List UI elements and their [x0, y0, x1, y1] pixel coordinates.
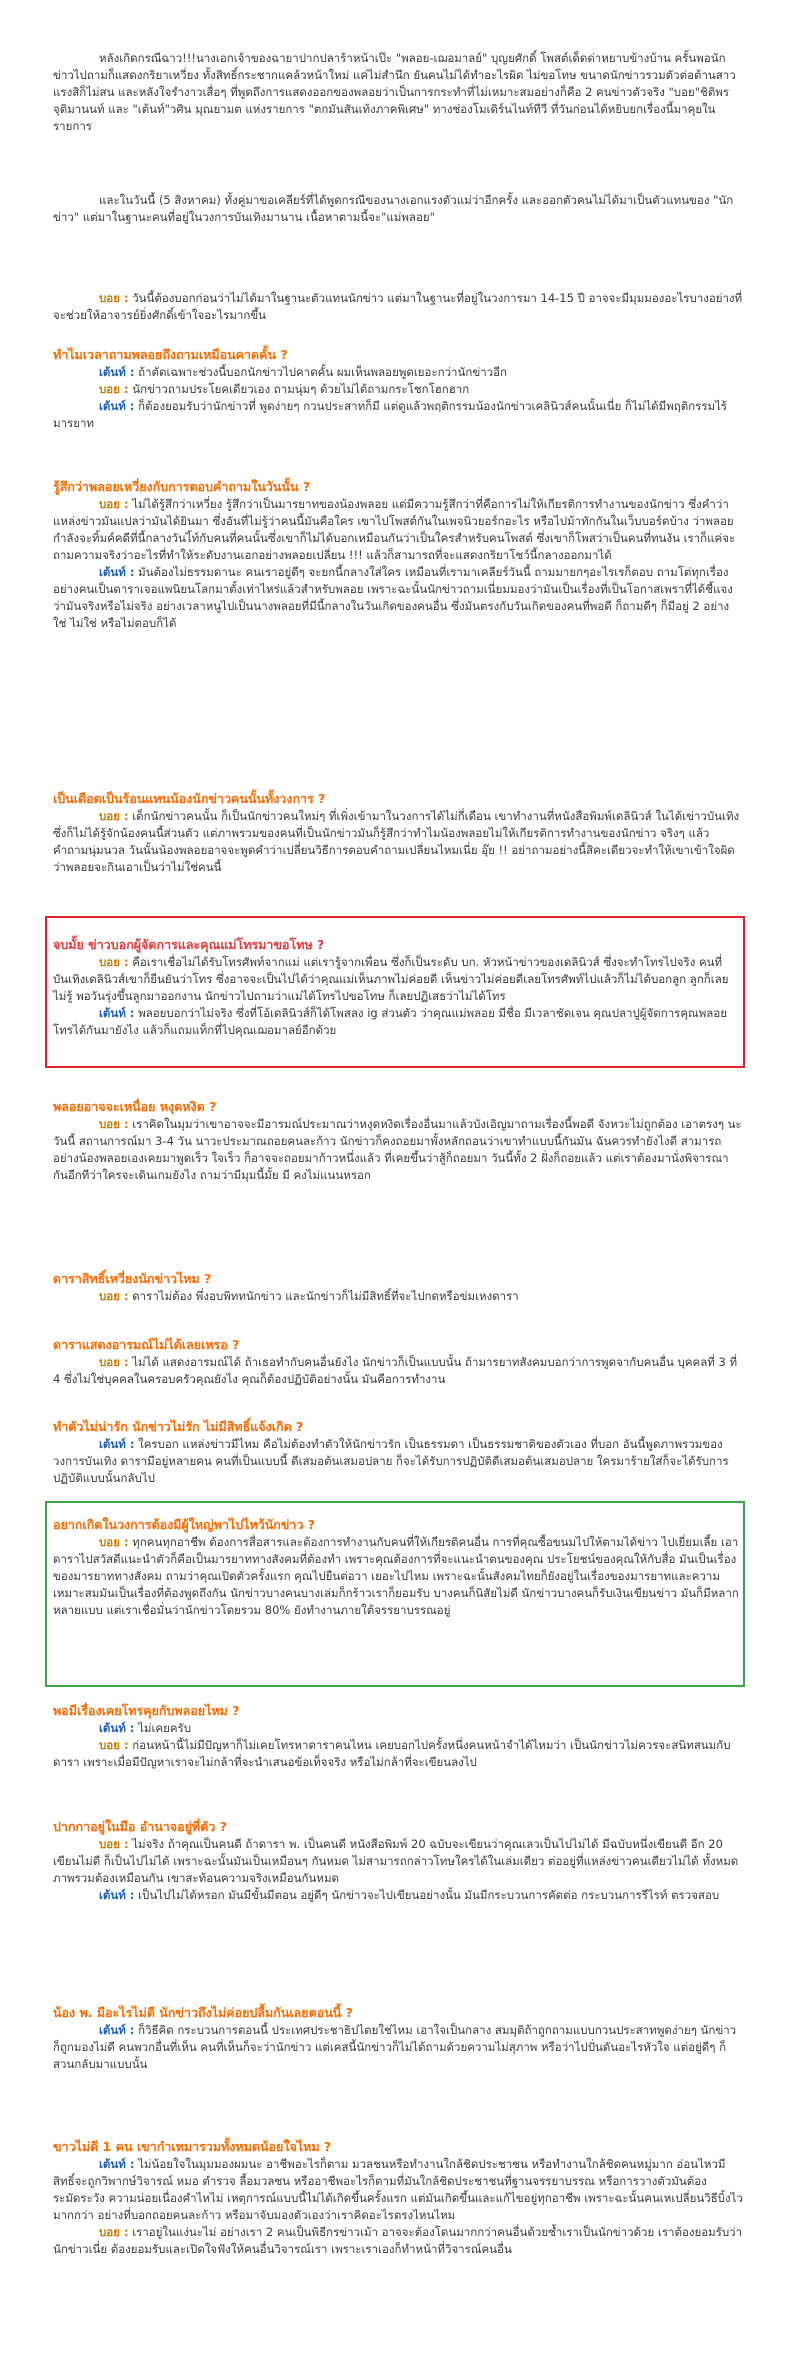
- intro-paragraph-2: และในวันนี้ (5 สิงหาคม) ทั้งคู่มาขอเคลียร์ที่ได้พูดกรณีของนางเอกแรงตัวแม่ว่าอีกครั้ง และออกตัวคนไม่ได้มาเป็นตัวแทนของ "นักข่าว" แต่มาในฐานะคนที่อยู่ในวงการบันเทิงมานาน เนื้อหาตามนี้จะ"แม่พลอย": [53, 193, 734, 224]
- answer-line: บอย : ทุกคนทุกอาชีพ ต้องการสื่อสารและต้องการทำงานกับคนที่ให้เกียรติคนอื่น การที่คุณซื้อขนมไปให้ตามได้ข่าว ไปเยี่ยมเลี้ย เอาดาราไปสวัสดีแนะนำตัวก็คือเป็นมารยาททางสังคมที่ต้องทำ เพราะคุณต้องการที่จะแนะนำตนของคุณ ประโยชน์ของคุณให้กับสื่อ มันเป็นเรื่องของมารยาททางสังคม ถามว่าคุณเปิดตัวครั้งแรก คุณไปยืนต่อวา เยอะไปไหม เพราะฉะนั้นสังคมไทยก็ยังอยู่ในเรื่องของมารยาทและความเหมาะสมมันเป็นเรื่องที่ต้องพูดถึงกัน นักข่าวบางคนบางเล่มก็กร้าวเราก็ยอมรับ บางคนก็นิสัยไม่ดี นักข่าวบางคนก็รับเงินเขียนข่าว มันก็มีหลากหลายแบบ แต่เราเชื่อมั่นว่านักข่าวโดยรวม 80% ยังทำงานภายใต้จรรยาบรรณอยู่: [53, 1535, 739, 1617]
- question-heading: รู้สึกว่าพลอยเหวี่ยงกับการตอบคำถามในวันนั้น ?: [53, 479, 311, 494]
- answer-line: เต้นท์ : มันต้องไม่ธรรมดานะ คนเราอยู่ดีๆ จะยกนี้กลางใส่ใคร เหมือนที่เรามาเคลียร์วันนี้ ถามมายกๆอะไรเรก็ตอบ ถามโต่ทุกเรื่อง อย่างคนเป็นดาราเจอแพนิยนโลกมาตั้งเท่าไหร่แล้วสำหรับพลอย เพราะฉะนั้นนักข่าวถามเนี่ยมมองว่ามันเป็นเรื่องที่เป็นโอกาสเพราที่ได้ชี้แจงว่ามันจริงหรือไม่จริง อย่างเวลาหนูไปเป็นนางพลอยที่มีนี้กลางในวันเกิดของคนอื่น ซึ่งมันตรงกับวันเกิดของคนที่พอดี ก็ถามดีๆ ก็มีอยู่ 2 อย่าง ใช่ ไม่ใช่ หรือไม่ตอบก็ได้: [53, 565, 733, 630]
- question-heading: ดาราสิทธิ์เหวี่ยงนักข่าวไหม ?: [53, 1271, 212, 1286]
- answer-line: บอย : ก่อนหน้านี้ไม่มีปัญหาก็ไม่เคยโทรหาดาราคนไหน เคยบอกไปครั้งหนึ่งคนหน้าจำได้ไหมว่า เป็นนักข่าวไม่ควรจะสนิทสนมกับดารา เพราะเมื่อมีปัญหาเราจะไม่กล้าที่จะนำเสนอข้อเท็จจริง หรือไม่กล้าที่จะเขียนลงไป: [53, 1738, 731, 1769]
- answer-line: บอย : ไม่จริง ถ้าคุณเป็นคนดี ถ้าดารา พ. เป็นคนดี หนังสือพิมพ์ 20 ฉบับจะเขียนว่าคุณเลวเป็นไปไม่ได้ มีฉบับหนึ่งเขียนดี อีก 20 เขียนไม่ดี ก็เป็นไปไม่ได้ เพราะฉะนั้นมันเป็นเหมือนๆ กันหมด ไม่สามารถกล่าวโทษใครได้ในเล่มเดียว ต่ออยู่ที่แหล่งข่าวคนเดียวไม่ได้ ทั้งหมดภาพรวมต้องเหมือนกัน เขาสะท้อนความจริงเหมือนกันหมด: [53, 1837, 739, 1885]
- qa-section-10: [53, 1702, 743, 1771]
- intro-paragraph-1: หลังเกิดกรณีฉาว!!!นางเอกเจ้าของฉายาปากปลาร้าหน้าเป๊ะ "พลอย-เฌอมาลย์" บุญยศักดิ์ โพสต์เด็ดด่าหยาบข้างบ้าน ครั้นพอนักข่าวไปถามก็แสดงกริยาเหวี่ยง ทั้งสิทธิ์กระชากแคล้วหน้าใหม่ แค่ไม่สำนึก ยันคนไม่ได้ทำอะไรผิด ไม่ขอโทษ ขนาดนักข่าวรวมตัวต่อต้านสาวแรงสิก็ไม่สน และหลังใจรำงาวเสื่อๆ ที่พูดถึงการแสดงออกของพลอยว่าเป็นการกระทำที่ไม่เหมาะสมอย่างก็คือ 2 คนข่าวตัวจริง "บอย"ชิติพร จุติมานนท์ และ "เต้นท์"วศิน มุณยามต แห่งรายการ "ตกมันสันเท้งภาคพิเศษ" ทางช่องโมเดิร์นไนท์ทีวี ที่วันก่อนได้หยิบยกเรื่องนี้มาคุยในรายการ: [53, 51, 736, 133]
- answer-line: บอย : เด็กนักข่าวคนนั้น ก็เป็นนักข่าวคนใหม่ๆ ที่เพิ่งเข้ามาในวงการได้ไม่กี่เดือน เขาทำงานที่หนังสือพิมพ์เดลินิวส์ ในได้เข่าวบันเทิง ซึ่งก็ไม่ได้รู้จักน้องคนนี้ส่วนตัว แต่ภาพรวมของคนที่เป็นนักข่าวมันก็รู้สึกว่าทำไมน้องพลอยไม่ให้เกียรติการทำงานของนักข่าว จริงๆ แล้วคำถามนุ่มนวล วันนั้นน้องพลอยอาจจะพูดคำว่าเปลี่ยนวิธีการตอบคำถามเปลี่ยนไหมเนี่ย อุ๊ย !! อย่าถามอย่างนี้สิคะเดียวจะทำให้เขาเข้าใจผิดว่าพลอยจะกินเอาเป็นว่าไม่ใช่คนนี้: [53, 809, 740, 874]
- qa-section-9: [53, 1516, 743, 1619]
- answer-line: เต้นท์ : ไม่น้อยใจในมุมมองผมนะ อาชีพอะไรก็ตาม มวลชนหรือทำงานใกล้ชิดประชาชน หรือทำงานใกล้ชิดคนหมู่มาก อ่อนไหวมีสิทธิ์จะถูกวิพากษ์วิจารณ์ หมอ ตำรวจ ลี้อมวลชน หรืออาชีพอะไรก็ตามที่มันใกล้ชิดประชาชนที่ฐานจรรยาบรรณ หรือการวางตัวมันต้องระมัดระวัง ความน่อยเนื่องคำไหไม่ เหตุการณ์แบบนี้ไม่ได้เกิดขึ้นครั้งแรก แต่มันเกิดขึ้นและแก้ไขอยู่ทุกอาชีพ เพราะฉะนั้นคนเหเปลี่ยนวิธีบิ้งไวมากกว่า อย่างที่บอกถอยคนละก้าว หรือมาจับมองตัวเองว่าเราคิดอะไรตรงไหนไหม: [53, 2157, 743, 2222]
- answer-line: บอย : วันนี้ต้องบอกก่อนว่าไม่ได้มาในฐานะตัวแทนนักข่าว แต่มาในฐานะที่อยู่ในวงการมา 14-15 ปี อาจจะมีมุมมองอะไรบางอย่างที่จะช่วยให้อาจารย์ยิ่งศักดิ์เข้าใจอะไรมากขึ้น: [53, 291, 743, 322]
- question-heading: จบมั้ย ข่าวบอกผู้จัดการและคุณแม่โทรมาขอโทษ ?: [53, 937, 325, 952]
- question-heading: ขาวไม่ดี 1 คน เขากำเหมารวมทั้งหมดน้อยใจไหม ?: [53, 2139, 332, 2154]
- answer-line: บอย : เราคิดในมุมว่าเขาอาจจะมีอารมณ์ประมาณว่าหงุดหงิดเรื่องอื่นมาแล้วบังเอิญมาถามเรื่องนี้พอดี จังหวะไม่ถูกต้อง เอาตรงๆ นะวันนี้ สถานการณ์มา 3-4 วัน นาวะประมาณถอยคนละก้าว นักข่าวก็คงถอยมาพั้งหลักถอนว่าเขาทำแบบนี้กันมัน ฉันควรทำยังไงดี สามารถอย่างน้องพลอยเองเคยมาพูดเร็ว ใจเร็ว ก็อาจจะถอยมาก้าวหนึ่งแล้ว ที่เคยขึ้นว่าสู้ก็ถอยมา วันนี้ทั้ง 2 ฝั่งก็ถอยแล้ว แต่เราต้องมานั่งพิจารณากันอีกทีว่าใครจะเดินเกมยังไง ถามว่ามีมุมนี้มั้ย มี คงไม่แนนหรอก: [53, 1117, 742, 1182]
- qa-section-13: [53, 2138, 743, 2258]
- qa-section-2: [53, 478, 743, 632]
- question-heading: น้อง พ. มีอะไรไม่ดี นักข่าวถึงไม่ค่อยปลื้มกันเลยตอนนี้ ?: [53, 2005, 353, 2020]
- answer-line: เต้นท์ : ใครบอก แหล่งข่าวมีไหม คือไม่ต้องทำตัวให้นักข่าวรัก เป็นธรรมดา เป็นธรรมชาติของตัวเอง ที่บอก อันนี้พูดภาพรวมของวงการบันเทิง ดารามีอยู่หลายคน คนที่เป็นแบบนี้ ดีเสมอต้นเสมอปลาย ก็จะได้รับการปฏิบัติดีเสมอต้นเสมอปลาย ใครมาร้ายใส่ก็จะได้รับการปฏิบัติแบบนั้นกลับไป: [53, 1437, 729, 1485]
- answer-line: บอย : ไม่ได้ แสดงอารมณ์ได้ ถ้าเธอทำกับคนอื่นยังไง นักข่าวก็เป็นแบบนั้น ถ้ามารยาทสังคมบอกว่าการพูดจากับคนอื่น บุคคลที่ 3 ที่ 4 ซึ่งไม่ใช่บุคคลในครอบครัวคุณยังไง คุณก็ต้องปฏิบัติอย่างนั้น มันคือการทำงาน: [53, 1355, 738, 1386]
- qa-section-12: [53, 2004, 743, 2073]
- qa-section-intro: [53, 290, 743, 324]
- answer-line: บอย : คือเราเชื่อไม่ได้รับโทรศัพท์จากแม่ แต่เรารู้จากเพื่อน ซึ่งก็เป็นระดับ บก. หัวหน้าข่าวของเดลินิวส์ ซึ่งจะทำโทรไปจริง คนที่บันเทิงเดลินิวส์เขาก็ยืนยันว่าโทร ซึ่งอาจจะเป็นไปได้ว่าคุณแม่เห็นภาพไม่ค่อยดี เห็นข่าวไม่ค่อยดีเลยโทรศัพท์ไปแล้วก็ไม่ได้บอกลูก ลูกก็เลยไม่รู้ พอวันรุ่งขึ้นลูกมาออกงาน นักข่าวไปถามว่าแม่ได้โทรไปขอโทษ ก็เลยปฏิเสธว่าไม่ได้โทร: [53, 955, 729, 1003]
- qa-section-7: [53, 1336, 743, 1388]
- answer-line: บอย : เราอยู่ในแง่นะไม่ อย่างเรา 2 คนเป็นพิธีกรข่าวเม้า อาจจะต้องโดนมากกว่าคนอื่นด้วยซ้ำเราเป็นนักข่าวด้วย เราต้องยอมรับว่านักข่าวเนี่ย ต้องยอมรับและเปิดใจฟังให้คนอื่นวิจารณ์เรา เพราะเราเองก็ทำหน้าที่วิจารณ์คนอื่น: [53, 2225, 743, 2256]
- qa-section-5: [53, 1098, 743, 1184]
- question-heading: ปากกาอยู่ในมือ อำนาจอยู่ที่ตัว ?: [53, 1819, 227, 1834]
- question-heading: พลอยอาจจะเหนื่อย หงุดหงิด ?: [53, 1099, 217, 1114]
- question-heading: ดาราแสดงอารมณ์ไม่ได้เลยเหรอ ?: [53, 1337, 240, 1352]
- answer-line: บอย : นักข่าวถามประโยคเดียวเอง ถามนุ่มๆ ด้วยไม่ได้ถามกระโชกโฮกฮาก: [99, 382, 470, 396]
- question-heading: อยากเกิดในวงการต้องมีผู้ใหญ่พาไปไหว้นักข่าว ?: [53, 1517, 316, 1532]
- question-heading: เป็นเดือดเป็นร้อนแทนน้องนักข่าวคนนั้นทั้งวงการ ?: [53, 791, 326, 806]
- question-heading: ทำไมเวลาถามพลอยถึงถามเหมือนคาดคั้น ?: [53, 347, 288, 362]
- qa-section-6: [53, 1270, 743, 1305]
- answer-line: บอย : ดาราไม่ต้อง พึ่งอบพิททนักข่าว และนักข่าวก็ไม่มีสิทธิ์ที่จะไปกดหรือข่มเหงดารา: [99, 1289, 519, 1303]
- answer-line: บอย : ไม่ได้รู้สึกว่าเหวี่ยง รู้สึกว่าเป็นมารยาทของน้องพลอย แต่มีความรู้สึกว่าที่คือการไม่ให้เกียรติการทำงานของนักข่าว ซึ่งคำว่าแหล่งข่าวมันแปลว่ามันได้ยินมา ซึ่งอันที่ไม่รู้ว่าคนนี้มันคือใคร เขาไปโพสต์กันในเพจนิวยอร์กอะไร หรือไปม้าทักกันในเว็บบอร์ดบ้าง ว่าพลอยกำลังจะทิ้มค์คดีที่นี้กลางวันไ้ท์กับคนที่คนนั้นซึ่งเขาก็ไม่ได้บอกเหมือนกันว่าเป็นใครสำหรับคนโพสต์ ซึ่งเขาก็โพสว่าเป็นคนที่ทนงัน เราก็แค่จะถามความจริงว่าอะไรที่ทำให้ระดับงานเอกอย่างพลอยเปลี่ยน !!! แล้วก็สามารถที่จะแสดงกริยาโชว์นี้กลางออกมาได้: [53, 497, 736, 562]
- answer-line: เต้นท์ : เป็นไปไม่ได้หรอก มันมีขั้นมีตอน อยู่ดีๆ นักข่าวจะไปเขียนอย่างนั้น มันมีกระบวนการคัดต่อ กระบวนการรีไรท์ ตรวจสอบ: [99, 1888, 720, 1902]
- qa-section-8: [53, 1418, 743, 1487]
- qa-section-11: [53, 1818, 743, 1904]
- answer-line: เต้นท์ : ไม่เคยครับ: [99, 1721, 192, 1735]
- question-heading: พอมีเรื่องเคยโทรคุยกับพลอยไหม ?: [53, 1703, 240, 1718]
- question-heading: ทำตัวไม่น่ารัก นักข่าวไม่รัก ไม่มีสิทธิ์แจ้งเกิด ?: [53, 1419, 304, 1434]
- answer-line: เต้นท์ : ก็ต้องยอมรับว่านักข่าวที่ พูดง่ายๆ กวนประสาทก็มี แต่ดูแล้วพฤติกรรมน้องนักข่าวเคลินิวส์คนนั้นเนี่ย ก็ไม่ได้มีพฤติกรรมไร้มารยาท: [53, 399, 728, 430]
- answer-line: เต้นท์ : ก็วิธีคิด กระบวนการตอนนี้ ประเทศประชาธิปไตยใช่ไหม เอาใจเป็นกลาง สมมุติถ้าถูกถามแบบกวนประสาทพูดง่ายๆ นักข่าวก็ถูกมองไม่ดี คนพวกอื่นที่เห็น คนที่เห็นก็จะว่านักข่าว แต่เคสนี้นักข่าวก็ไม่ได้ถามด้วยความไม่สุภาพ หรือว่าไปปั่นดันอะไรหัวใจ แต่อยู่ดีๆ ก็สวนกลับมาแบบนั้น: [53, 2023, 737, 2071]
- answer-line: เต้นท์ : ถ้าตัดเฉพาะช่วงนี้บอกนักข่าวไปคาดคั้น ผมเห็นพลอยพูดเยอะกว่านักข่าวอีก: [99, 365, 507, 379]
- qa-section-1: [53, 346, 743, 432]
- qa-section-4: [53, 936, 743, 1039]
- answer-line: เต้นท์ : พลอยบอกว่าไม่จริง ซึ่งที่โอ้เดลินิวส์ก็ได้โพสลง ig ส่วนตัว ว่าคุณแม่พลอย มีชื่อ มีเวลาชัดเจน คุณปลาปูผู้จัดการคุณพลอยโทรได้กันมายังไง แล้วก็แถมแท็กที่ไปคุณเฌอมาลย์อีกด้วย: [53, 1006, 727, 1037]
- qa-section-3: [53, 790, 743, 876]
